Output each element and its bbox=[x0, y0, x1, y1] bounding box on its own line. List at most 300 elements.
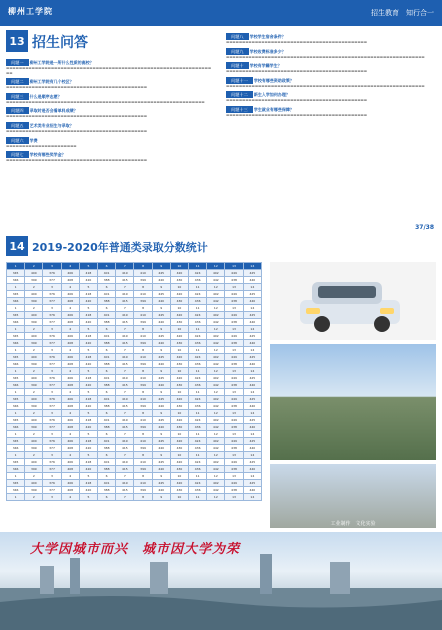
table-cell: 402 bbox=[207, 396, 225, 403]
table-cell: 345 bbox=[7, 354, 25, 361]
table-cell: 406 bbox=[61, 375, 79, 382]
question-label: 问题十一 bbox=[226, 77, 253, 84]
table-cell: 408 bbox=[61, 445, 79, 452]
table-cell: 445 bbox=[152, 375, 170, 382]
table-cell: 406 bbox=[61, 480, 79, 487]
table-cell: 418 bbox=[79, 375, 97, 382]
table-cell: 1 bbox=[7, 389, 25, 396]
table-cell: 3 bbox=[43, 263, 61, 270]
table-cell: 13 bbox=[225, 368, 243, 375]
question-label: 问题五 bbox=[6, 122, 29, 129]
table-cell: 1 bbox=[7, 473, 25, 480]
table-cell: 436 bbox=[189, 403, 207, 410]
table-cell: 11 bbox=[189, 284, 207, 291]
table-cell: 445 bbox=[152, 417, 170, 424]
table-cell: 438 bbox=[225, 403, 243, 410]
table-cell: 9 bbox=[152, 305, 170, 312]
table-cell: 399 bbox=[25, 340, 43, 347]
table-cell: 425 bbox=[243, 333, 261, 340]
table-cell: 345 bbox=[7, 396, 25, 403]
table-cell: 400 bbox=[25, 354, 43, 361]
table-cell: 5 bbox=[79, 263, 97, 270]
table-cell: 400 bbox=[25, 312, 43, 319]
table-cell: 11 bbox=[189, 431, 207, 438]
table-cell: 410 bbox=[134, 417, 152, 424]
table-cell: 436 bbox=[189, 319, 207, 326]
table-cell: 418 bbox=[79, 333, 97, 340]
table-cell: 440 bbox=[243, 424, 261, 431]
table-row bbox=[7, 361, 262, 368]
table-cell: 4 bbox=[61, 326, 79, 333]
table-cell: 13 bbox=[225, 473, 243, 480]
table-cell: 449 bbox=[225, 459, 243, 466]
school-logo: 柳州工学院 bbox=[8, 6, 53, 16]
table-cell: 376 bbox=[43, 396, 61, 403]
table-cell: 402 bbox=[207, 417, 225, 424]
table-cell: 425 bbox=[243, 312, 261, 319]
table-cell: 3 bbox=[43, 347, 61, 354]
table-cell: 449 bbox=[225, 375, 243, 382]
table-cell: 415 bbox=[116, 340, 134, 347]
question-title: 柳州工学院是一所什么性质的高校？ bbox=[29, 60, 94, 65]
table-cell: 4 bbox=[61, 431, 79, 438]
table-cell: 408 bbox=[61, 361, 79, 368]
table-cell: 420 bbox=[79, 487, 97, 494]
table-cell: 8 bbox=[134, 305, 152, 312]
table-cell: 12 bbox=[207, 431, 225, 438]
table-row bbox=[7, 403, 262, 410]
table-cell: 430 bbox=[170, 382, 188, 389]
table-cell: 401 bbox=[98, 312, 116, 319]
table-cell: 425 bbox=[243, 270, 261, 277]
table-cell: 442 bbox=[207, 382, 225, 389]
table-cell: 408 bbox=[61, 319, 79, 326]
question-title: 学生就业有哪些保障？ bbox=[253, 106, 294, 112]
table-cell: 430 bbox=[170, 298, 188, 305]
table-cell: 346 bbox=[7, 487, 25, 494]
table-cell: 346 bbox=[7, 340, 25, 347]
table-cell: 415 bbox=[116, 382, 134, 389]
table-cell: 13 bbox=[225, 431, 243, 438]
header-bar bbox=[0, 0, 442, 26]
table-cell: 424 bbox=[189, 480, 207, 487]
table-cell: 2 bbox=[25, 263, 43, 270]
table-cell: 6 bbox=[98, 347, 116, 354]
table-cell: 402 bbox=[207, 459, 225, 466]
table-cell: 438 bbox=[225, 487, 243, 494]
table-cell: 6 bbox=[98, 368, 116, 375]
table-cell: 345 bbox=[7, 312, 25, 319]
table-cell: 13 bbox=[225, 263, 243, 270]
table-cell: 346 bbox=[7, 403, 25, 410]
table-cell: 449 bbox=[225, 396, 243, 403]
table-cell: 420 bbox=[79, 361, 97, 368]
table-cell: 14 bbox=[243, 410, 261, 417]
table-cell: 2 bbox=[25, 368, 43, 375]
table-cell: 377 bbox=[43, 382, 61, 389]
table-cell: 442 bbox=[207, 319, 225, 326]
table-cell: 2 bbox=[25, 473, 43, 480]
table-cell: 440 bbox=[152, 403, 170, 410]
table-cell: 400 bbox=[25, 417, 43, 424]
table-row bbox=[7, 340, 262, 347]
table-cell: 419 bbox=[116, 270, 134, 277]
table-cell: 1 bbox=[7, 452, 25, 459]
table-cell: 3 bbox=[43, 326, 61, 333]
table-cell: 388 bbox=[98, 298, 116, 305]
table-cell: 12 bbox=[207, 473, 225, 480]
table-cell: 9 bbox=[152, 368, 170, 375]
table-cell: 440 bbox=[152, 340, 170, 347]
table-cell: 420 bbox=[170, 396, 188, 403]
table-cell: 377 bbox=[43, 361, 61, 368]
table-cell: 419 bbox=[116, 333, 134, 340]
table-cell: 7 bbox=[116, 326, 134, 333]
table-cell: 445 bbox=[152, 354, 170, 361]
table-cell: 420 bbox=[170, 291, 188, 298]
table-row bbox=[7, 326, 262, 333]
table-cell: 2 bbox=[25, 431, 43, 438]
question-title: 学校学生宿舍条件？ bbox=[249, 34, 286, 39]
table-cell: 402 bbox=[207, 312, 225, 319]
table-cell: 14 bbox=[243, 389, 261, 396]
table-cell: 415 bbox=[116, 298, 134, 305]
answer-text-lines: ▬▬▬▬▬▬▬▬▬▬▬▬▬▬▬▬▬▬▬▬▬▬▬▬▬▬▬▬▬▬▬▬▬▬▬▬▬▬▬▬▬▬▬▬ bbox=[6, 85, 147, 90]
table-cell: 13 bbox=[225, 494, 243, 501]
table-cell: 399 bbox=[134, 403, 152, 410]
table-cell: 7 bbox=[116, 452, 134, 459]
table-cell: 419 bbox=[116, 480, 134, 487]
table-cell: 376 bbox=[43, 270, 61, 277]
table-cell: 388 bbox=[98, 445, 116, 452]
section-13-heading bbox=[0, 30, 180, 52]
table-cell: 10 bbox=[170, 473, 188, 480]
table-cell: 436 bbox=[189, 487, 207, 494]
table-cell: 7 bbox=[116, 494, 134, 501]
table-cell: 10 bbox=[170, 326, 188, 333]
table-row bbox=[7, 298, 262, 305]
table-cell: 3 bbox=[43, 431, 61, 438]
table-cell: 425 bbox=[243, 480, 261, 487]
qa-item bbox=[6, 104, 214, 114]
table-cell: 440 bbox=[243, 487, 261, 494]
table-cell: 14 bbox=[243, 347, 261, 354]
question-title: 录取时是否会看单科成绩？ bbox=[29, 108, 78, 114]
table-cell: 425 bbox=[243, 417, 261, 424]
table-cell: 440 bbox=[152, 424, 170, 431]
table-cell: 388 bbox=[98, 382, 116, 389]
table-cell: 406 bbox=[61, 396, 79, 403]
table-cell: 14 bbox=[243, 452, 261, 459]
table-cell: 7 bbox=[116, 305, 134, 312]
car-photo bbox=[270, 262, 436, 340]
table-cell: 440 bbox=[152, 487, 170, 494]
table-cell: 420 bbox=[170, 459, 188, 466]
table-cell: 410 bbox=[134, 480, 152, 487]
table-cell: 419 bbox=[116, 396, 134, 403]
qa-item bbox=[6, 90, 214, 100]
table-cell: 4 bbox=[61, 347, 79, 354]
qa-item bbox=[6, 134, 214, 144]
table-cell: 1 bbox=[7, 326, 25, 333]
table-cell: 418 bbox=[79, 417, 97, 424]
table-cell: 430 bbox=[170, 487, 188, 494]
campus-aerial-photo bbox=[270, 344, 436, 460]
answer-text-lines: ▬▬▬▬▬▬▬▬▬▬▬▬▬▬▬▬▬▬▬▬▬▬▬▬▬▬▬▬▬▬▬▬▬▬▬▬▬▬▬▬▬▬▬▬▬▬▬▬▬▬▬▬▬▬▬▬▬▬▬▬▬▬ bbox=[6, 99, 205, 104]
table-cell: 402 bbox=[207, 270, 225, 277]
table-cell: 415 bbox=[116, 487, 134, 494]
table-cell: 346 bbox=[7, 319, 25, 326]
answer-text-lines: ▬▬▬▬▬▬▬▬▬▬▬▬▬▬▬▬▬▬▬▬▬▬▬▬▬▬▬▬▬▬▬▬▬▬▬▬▬▬▬▬▬▬▬▬▬▬▬▬▬▬▬▬▬▬▬▬▬▬▬▬▬▬ bbox=[226, 54, 425, 59]
table-row bbox=[7, 466, 262, 473]
table-cell: 399 bbox=[25, 445, 43, 452]
table-cell: 6 bbox=[98, 452, 116, 459]
table-cell: 424 bbox=[189, 312, 207, 319]
table-cell: 440 bbox=[243, 298, 261, 305]
question-title: 学校收费标准多少？ bbox=[249, 48, 286, 54]
table-cell: 3 bbox=[43, 305, 61, 312]
table-cell: 420 bbox=[79, 466, 97, 473]
table-cell: 430 bbox=[170, 319, 188, 326]
table-cell: 12 bbox=[207, 284, 225, 291]
table-cell: 5 bbox=[79, 452, 97, 459]
table-cell: 420 bbox=[170, 270, 188, 277]
table-cell: 430 bbox=[170, 466, 188, 473]
table-cell: 408 bbox=[61, 382, 79, 389]
qa-item bbox=[226, 45, 436, 55]
table-cell: 436 bbox=[189, 298, 207, 305]
table-cell: 440 bbox=[243, 403, 261, 410]
table-cell: 376 bbox=[43, 480, 61, 487]
table-cell: 4 bbox=[61, 263, 79, 270]
table-cell: 14 bbox=[243, 263, 261, 270]
table-cell: 419 bbox=[116, 417, 134, 424]
table-cell: 13 bbox=[225, 410, 243, 417]
qa-right-column bbox=[226, 30, 436, 226]
table-cell: 11 bbox=[189, 410, 207, 417]
table-row bbox=[7, 270, 262, 277]
table-row bbox=[7, 277, 262, 284]
qa-item bbox=[226, 74, 436, 84]
table-cell: 420 bbox=[79, 445, 97, 452]
table-cell: 10 bbox=[170, 284, 188, 291]
table-cell: 424 bbox=[189, 438, 207, 445]
table-cell: 440 bbox=[152, 277, 170, 284]
table-cell: 11 bbox=[189, 494, 207, 501]
table-cell: 11 bbox=[189, 452, 207, 459]
table-cell: 436 bbox=[189, 382, 207, 389]
table-cell: 418 bbox=[79, 291, 97, 298]
table-cell: 2 bbox=[25, 305, 43, 312]
table-cell: 4 bbox=[61, 389, 79, 396]
table-cell: 4 bbox=[61, 473, 79, 480]
table-row bbox=[7, 438, 262, 445]
table-cell: 8 bbox=[134, 389, 152, 396]
table-cell: 3 bbox=[43, 452, 61, 459]
table-cell: 376 bbox=[43, 459, 61, 466]
question-label: 问题一 bbox=[6, 59, 29, 66]
question-title: 柳州工学院有几个校区？ bbox=[29, 79, 74, 85]
table-cell: 436 bbox=[189, 424, 207, 431]
table-cell: 4 bbox=[61, 305, 79, 312]
qa-item bbox=[226, 30, 436, 40]
table-cell: 436 bbox=[189, 361, 207, 368]
table-cell: 11 bbox=[189, 263, 207, 270]
table-cell: 424 bbox=[189, 354, 207, 361]
table-cell: 401 bbox=[98, 417, 116, 424]
table-cell: 399 bbox=[25, 277, 43, 284]
table-cell: 438 bbox=[225, 277, 243, 284]
table-cell: 445 bbox=[152, 270, 170, 277]
table-cell: 438 bbox=[225, 340, 243, 347]
table-cell: 420 bbox=[170, 375, 188, 382]
table-cell: 438 bbox=[225, 466, 243, 473]
table-cell: 440 bbox=[243, 277, 261, 284]
table-cell: 9 bbox=[152, 452, 170, 459]
table-cell: 420 bbox=[79, 277, 97, 284]
table-row bbox=[7, 291, 262, 298]
table-cell: 406 bbox=[61, 291, 79, 298]
table-cell: 9 bbox=[152, 473, 170, 480]
table-cell: 388 bbox=[98, 361, 116, 368]
table-cell: 5 bbox=[79, 305, 97, 312]
table-cell: 10 bbox=[170, 410, 188, 417]
table-cell: 420 bbox=[170, 438, 188, 445]
table-cell: 445 bbox=[152, 480, 170, 487]
question-label: 问题八 bbox=[226, 33, 249, 40]
table-cell: 440 bbox=[152, 382, 170, 389]
table-cell: 13 bbox=[225, 452, 243, 459]
table-cell: 377 bbox=[43, 445, 61, 452]
table-cell: 419 bbox=[116, 375, 134, 382]
table-cell: 10 bbox=[170, 347, 188, 354]
question-title: 艺术类专业招生与录取？ bbox=[29, 122, 74, 128]
table-row bbox=[7, 459, 262, 466]
table-cell: 400 bbox=[25, 375, 43, 382]
table-cell: 3 bbox=[43, 389, 61, 396]
table-cell: 418 bbox=[79, 459, 97, 466]
table-cell: 418 bbox=[79, 270, 97, 277]
table-cell: 345 bbox=[7, 333, 25, 340]
table-cell: 400 bbox=[25, 396, 43, 403]
table-cell: 418 bbox=[79, 312, 97, 319]
table-cell: 10 bbox=[170, 389, 188, 396]
question-label: 问题六 bbox=[6, 137, 29, 144]
table-cell: 400 bbox=[25, 270, 43, 277]
table-cell: 9 bbox=[152, 347, 170, 354]
table-cell: 430 bbox=[170, 361, 188, 368]
answer-text-lines: ▬▬▬▬▬▬▬▬▬▬▬▬▬▬▬▬▬▬▬▬▬▬▬▬▬▬▬▬▬▬▬▬▬▬▬▬▬▬▬▬▬▬▬▬ bbox=[6, 158, 147, 163]
table-cell: 401 bbox=[98, 480, 116, 487]
table-row bbox=[7, 312, 262, 319]
table-cell: 388 bbox=[98, 277, 116, 284]
table-row bbox=[7, 263, 262, 270]
table-cell: 424 bbox=[189, 291, 207, 298]
table-cell: 406 bbox=[61, 417, 79, 424]
table-cell: 345 bbox=[7, 417, 25, 424]
table-cell: 10 bbox=[170, 494, 188, 501]
table-cell: 377 bbox=[43, 424, 61, 431]
table-cell: 3 bbox=[43, 494, 61, 501]
table-cell: 440 bbox=[243, 340, 261, 347]
table-cell: 440 bbox=[152, 319, 170, 326]
table-cell: 6 bbox=[98, 326, 116, 333]
table-cell: 2 bbox=[25, 389, 43, 396]
table-cell: 402 bbox=[207, 480, 225, 487]
table-cell: 440 bbox=[243, 466, 261, 473]
table-cell: 442 bbox=[207, 466, 225, 473]
table-cell: 14 bbox=[243, 326, 261, 333]
table-cell: 6 bbox=[98, 263, 116, 270]
table-cell: 14 bbox=[243, 494, 261, 501]
table-cell: 408 bbox=[61, 340, 79, 347]
table-cell: 418 bbox=[79, 354, 97, 361]
table-row bbox=[7, 445, 262, 452]
table-row bbox=[7, 389, 262, 396]
section-14-heading bbox=[0, 236, 442, 256]
table-cell: 424 bbox=[189, 333, 207, 340]
table-cell: 2 bbox=[25, 410, 43, 417]
table-cell: 436 bbox=[189, 340, 207, 347]
table-cell: 430 bbox=[170, 403, 188, 410]
table-cell: 377 bbox=[43, 277, 61, 284]
table-row bbox=[7, 487, 262, 494]
table-cell: 2 bbox=[25, 494, 43, 501]
table-cell: 401 bbox=[98, 438, 116, 445]
table-cell: 401 bbox=[98, 291, 116, 298]
section-number: 14 bbox=[6, 236, 28, 256]
table-cell: 425 bbox=[243, 438, 261, 445]
table-cell: 399 bbox=[134, 361, 152, 368]
table-cell: 419 bbox=[116, 354, 134, 361]
table-cell: 2 bbox=[25, 326, 43, 333]
table-cell: 415 bbox=[116, 319, 134, 326]
question-label: 问题四 bbox=[6, 107, 29, 114]
table-cell: 11 bbox=[189, 305, 207, 312]
table-cell: 400 bbox=[25, 459, 43, 466]
table-cell: 442 bbox=[207, 298, 225, 305]
table-cell: 4 bbox=[61, 410, 79, 417]
table-cell: 430 bbox=[170, 277, 188, 284]
table-cell: 445 bbox=[152, 333, 170, 340]
table-cell: 6 bbox=[98, 389, 116, 396]
question-label: 问题九 bbox=[226, 48, 249, 55]
table-cell: 388 bbox=[98, 340, 116, 347]
table-cell: 420 bbox=[170, 417, 188, 424]
table-row bbox=[7, 305, 262, 312]
table-cell: 438 bbox=[225, 298, 243, 305]
answer-text-lines: ▬▬▬▬▬▬▬▬▬▬▬▬▬▬▬▬▬▬▬▬▬▬▬▬▬▬▬▬▬▬▬▬▬▬▬▬▬▬▬▬▬▬▬▬ bbox=[6, 128, 147, 133]
table-cell: 438 bbox=[225, 445, 243, 452]
table-cell: 6 bbox=[98, 473, 116, 480]
table-cell: 6 bbox=[98, 410, 116, 417]
table-cell: 9 bbox=[152, 431, 170, 438]
table-cell: 424 bbox=[189, 396, 207, 403]
table-cell: 5 bbox=[79, 410, 97, 417]
table-cell: 449 bbox=[225, 438, 243, 445]
section-title: 招生问答 bbox=[32, 35, 88, 51]
table-cell: 7 bbox=[116, 473, 134, 480]
table-cell: 345 bbox=[7, 480, 25, 487]
table-cell: 14 bbox=[243, 473, 261, 480]
table-cell: 13 bbox=[225, 326, 243, 333]
table-cell: 418 bbox=[79, 438, 97, 445]
table-cell: 419 bbox=[116, 459, 134, 466]
table-cell: 415 bbox=[116, 445, 134, 452]
table-cell: 12 bbox=[207, 410, 225, 417]
answer-text-lines: ▬▬▬▬▬▬▬▬▬▬▬▬▬▬▬▬▬▬▬▬▬▬▬▬▬▬▬▬▬▬▬▬▬▬▬▬▬▬▬▬▬▬▬▬ bbox=[226, 98, 367, 103]
question-title: 学费 bbox=[29, 137, 38, 143]
